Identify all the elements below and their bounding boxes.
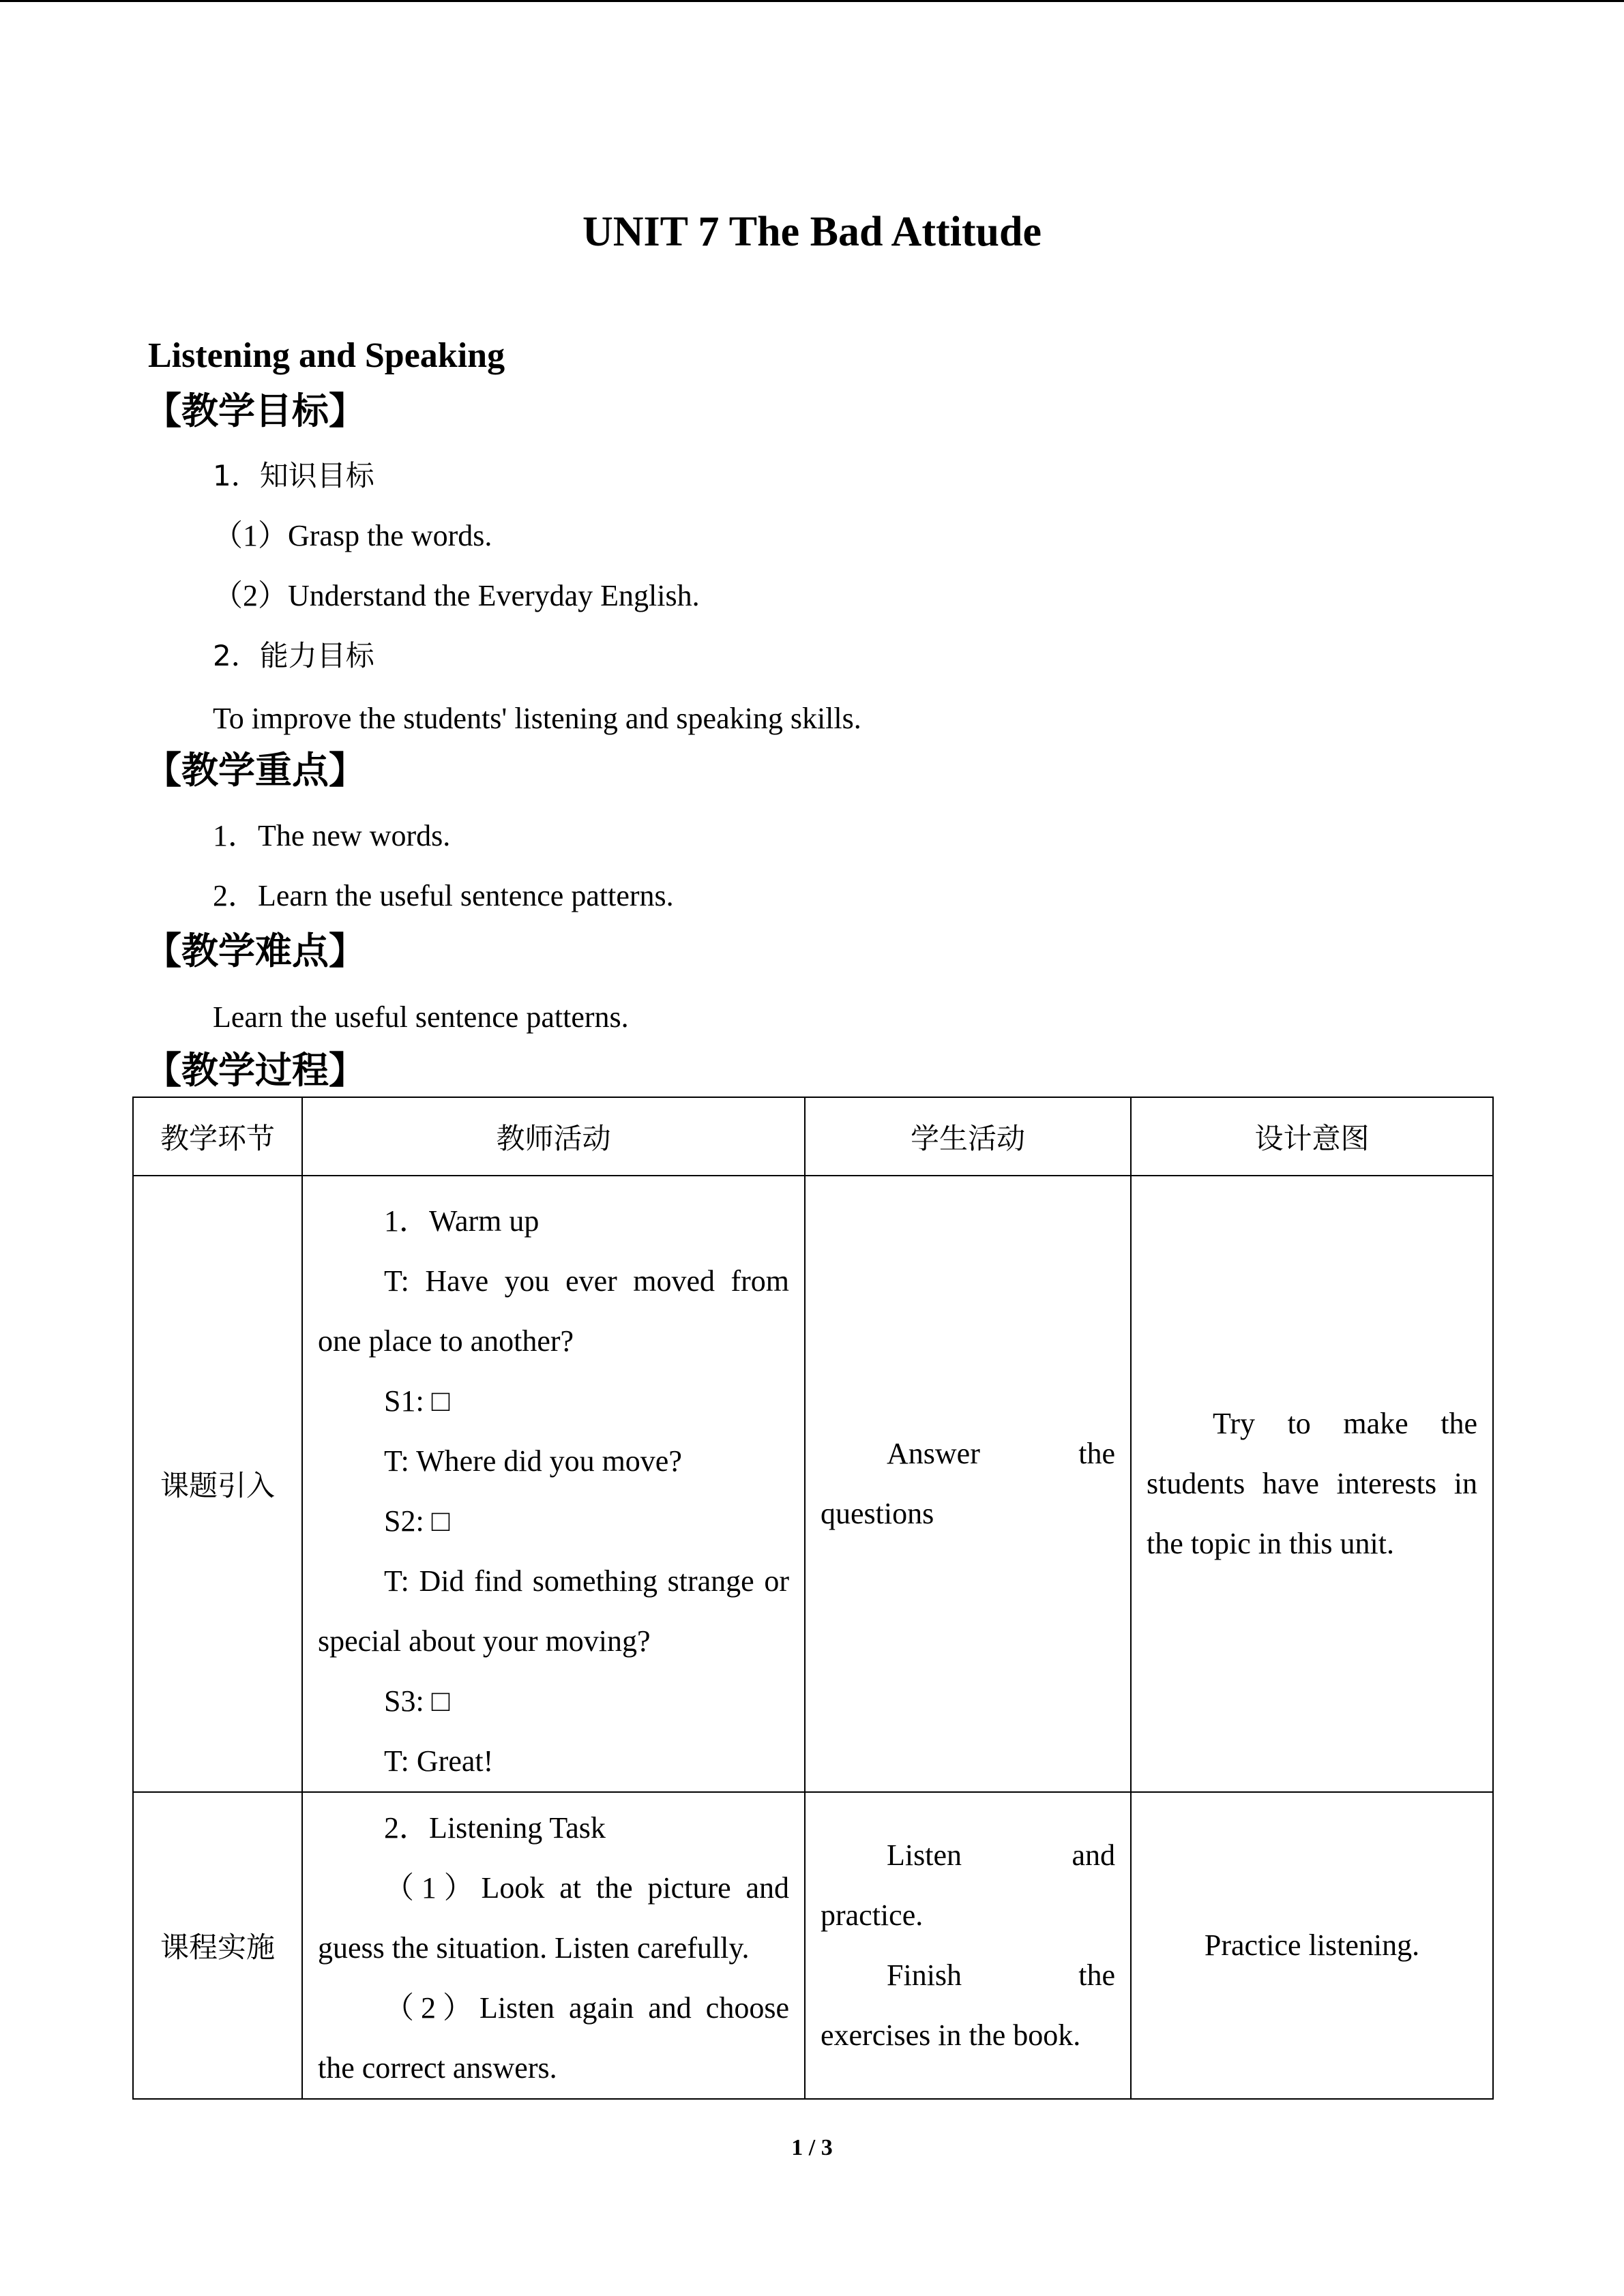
teacher-line: T: Have you ever moved from one place to another? <box>318 1264 789 1358</box>
teacher-line: T: Where did you move? <box>384 1444 682 1478</box>
teacher-line: T: Great! <box>384 1744 494 1778</box>
teacher-activity-cell <box>302 1792 805 2099</box>
knowledge-item-2: （2）Understand the Everyday English. <box>213 579 700 612</box>
design-line: Try to make the students have interests in the topic in this unit. <box>1147 1407 1477 1560</box>
design-line: Practice listening. <box>1204 1928 1420 1962</box>
ability-objective-text: To improve the students' listening and speaking skills. <box>213 702 861 735</box>
key-point-1: 1．The new words. <box>213 819 451 852</box>
objectives-heading: 【教学目标】 <box>145 389 366 432</box>
teacher-activity-cell <box>302 1176 805 1792</box>
student-line: Listen and practice. <box>821 1838 1115 1932</box>
column-header-design: 设计意图 <box>1131 1097 1493 1176</box>
student-line: Finish the exercises in the book. <box>821 1958 1115 2052</box>
key-points-heading: 【教学重点】 <box>145 749 366 792</box>
student-activity-cell <box>805 1792 1131 2099</box>
teacher-line: 1．Warm up <box>384 1204 540 1238</box>
knowledge-item-1: （1）Grasp the words. <box>213 519 492 552</box>
teacher-line: S1: □ <box>384 1384 450 1418</box>
difficult-points-heading: 【教学难点】 <box>145 929 366 972</box>
stage-cell: 课程实施 <box>133 1792 302 2099</box>
column-header-stage: 教学环节 <box>133 1097 302 1176</box>
column-header-teacher: 教师活动 <box>302 1097 805 1176</box>
teacher-line: T: Did find something strange or special about your moving? <box>318 1564 789 1658</box>
ability-objective-label: 2．能力目标 <box>213 639 374 672</box>
teacher-line: 2．Listening Task <box>384 1811 606 1845</box>
page-top-border <box>0 0 1624 2</box>
process-heading: 【教学过程】 <box>145 1049 366 1092</box>
table-row <box>133 1792 1493 2099</box>
design-intent-cell <box>1131 1176 1493 1792</box>
teaching-process-table <box>132 1097 1494 2100</box>
page-number: 1 / 3 <box>791 2135 833 2160</box>
table-row <box>133 1176 1493 1792</box>
student-activity-cell <box>805 1176 1131 1792</box>
teacher-line: S2: □ <box>384 1504 450 1538</box>
teacher-line: S3: □ <box>384 1684 450 1718</box>
table-header-row <box>133 1097 1493 1176</box>
section-title: Listening and Speaking <box>148 336 505 375</box>
column-header-student: 学生活动 <box>805 1097 1131 1176</box>
student-line: Answer the questions <box>821 1437 1115 1530</box>
teacher-line: （2）Listen again and choose the correct answers. <box>318 1991 789 2085</box>
knowledge-objective-label: 1．知识目标 <box>213 459 374 492</box>
design-intent-cell <box>1131 1792 1493 2099</box>
stage-cell: 课题引入 <box>133 1176 302 1792</box>
difficult-point-text: Learn the useful sentence patterns. <box>213 1000 629 1034</box>
key-point-2: 2．Learn the useful sentence patterns. <box>213 879 674 912</box>
document-title: UNIT 7 The Bad Attitude <box>582 209 1042 255</box>
teacher-line: （1）Look at the picture and guess the situation. Listen carefully. <box>318 1871 789 1965</box>
